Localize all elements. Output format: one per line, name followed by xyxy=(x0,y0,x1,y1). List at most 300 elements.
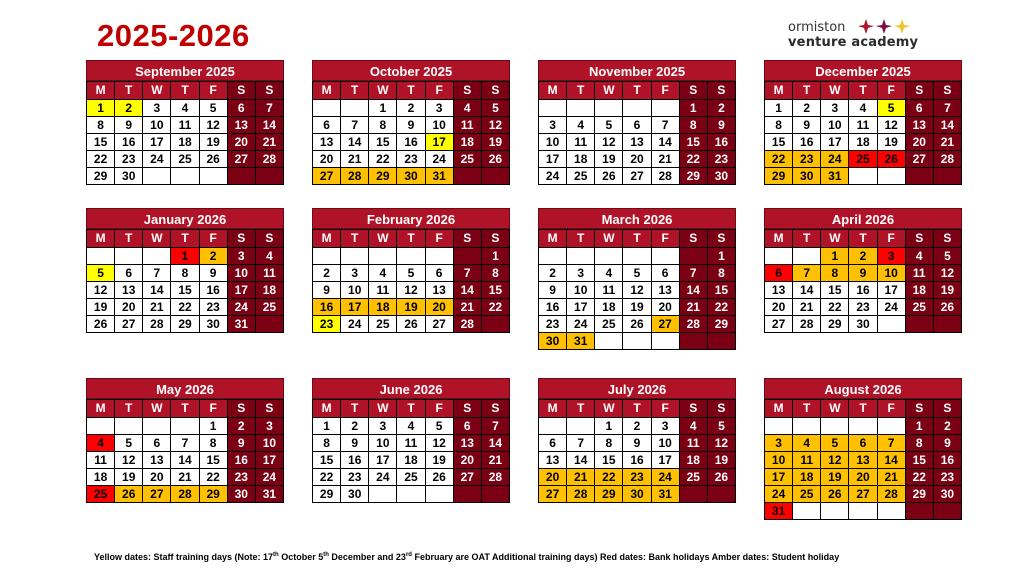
page-title: 2025-2026 xyxy=(97,18,250,53)
day-cell: 1 xyxy=(707,248,735,265)
day-cell: 27 xyxy=(651,316,679,333)
day-cell: 7 xyxy=(651,117,679,134)
day-cell: 27 xyxy=(539,486,567,503)
empty-cell xyxy=(933,316,961,333)
day-cell: 4 xyxy=(397,418,425,435)
weekday-header: F xyxy=(651,230,679,248)
day-cell: 30 xyxy=(341,486,369,503)
day-cell: 7 xyxy=(341,117,369,134)
day-cell: 13 xyxy=(765,282,793,299)
day-cell: 19 xyxy=(87,299,115,316)
day-cell: 21 xyxy=(341,151,369,168)
day-cell: 3 xyxy=(369,418,397,435)
empty-cell xyxy=(877,418,905,435)
day-cell: 5 xyxy=(821,435,849,452)
day-cell: 15 xyxy=(87,134,115,151)
day-cell: 20 xyxy=(623,151,651,168)
day-cell: 17 xyxy=(227,282,255,299)
weekday-header: S xyxy=(679,400,707,418)
academy-logo xyxy=(786,18,926,52)
weekday-header: M xyxy=(539,400,567,418)
day-cell: 19 xyxy=(933,282,961,299)
empty-cell xyxy=(87,418,115,435)
empty-cell xyxy=(453,248,481,265)
day-cell: 29 xyxy=(87,168,115,185)
day-cell: 21 xyxy=(171,469,199,486)
day-cell: 11 xyxy=(595,282,623,299)
day-cell: 18 xyxy=(567,151,595,168)
weekday-header: T xyxy=(849,400,877,418)
weekday-header: T xyxy=(171,230,199,248)
empty-cell xyxy=(425,486,453,503)
weekday-header: M xyxy=(313,400,341,418)
empty-cell xyxy=(905,503,933,520)
day-cell: 2 xyxy=(539,265,567,282)
day-cell: 1 xyxy=(369,100,397,117)
day-cell: 31 xyxy=(255,486,283,503)
day-cell: 9 xyxy=(933,435,961,452)
day-cell: 8 xyxy=(765,117,793,134)
empty-cell xyxy=(397,486,425,503)
month-calendar xyxy=(312,378,510,503)
month-days-table xyxy=(538,81,736,185)
day-cell: 3 xyxy=(765,435,793,452)
day-cell: 11 xyxy=(397,435,425,452)
day-cell: 28 xyxy=(793,316,821,333)
day-cell: 28 xyxy=(171,486,199,503)
day-cell: 5 xyxy=(115,435,143,452)
day-cell: 8 xyxy=(313,435,341,452)
empty-cell xyxy=(481,486,509,503)
day-cell: 20 xyxy=(143,469,171,486)
day-cell: 2 xyxy=(793,100,821,117)
empty-cell xyxy=(313,100,341,117)
day-cell: 8 xyxy=(171,265,199,282)
day-cell: 14 xyxy=(255,117,283,134)
empty-cell xyxy=(821,503,849,520)
day-cell: 22 xyxy=(765,151,793,168)
day-cell: 6 xyxy=(651,265,679,282)
day-cell: 28 xyxy=(341,168,369,185)
day-cell: 26 xyxy=(877,151,905,168)
day-cell: 30 xyxy=(115,168,143,185)
day-cell: 3 xyxy=(255,418,283,435)
day-cell: 20 xyxy=(227,134,255,151)
day-cell: 19 xyxy=(425,452,453,469)
day-cell: 21 xyxy=(877,469,905,486)
day-cell: 19 xyxy=(877,134,905,151)
weekday-header: M xyxy=(87,400,115,418)
day-cell: 21 xyxy=(255,134,283,151)
weekday-header: W xyxy=(143,230,171,248)
day-cell: 6 xyxy=(115,265,143,282)
day-cell: 11 xyxy=(171,117,199,134)
empty-cell xyxy=(115,418,143,435)
weekday-header: W xyxy=(143,400,171,418)
day-cell: 15 xyxy=(905,452,933,469)
day-cell: 27 xyxy=(623,168,651,185)
empty-cell xyxy=(595,333,623,350)
weekday-header: T xyxy=(623,400,651,418)
day-cell: 3 xyxy=(539,117,567,134)
day-cell: 6 xyxy=(765,265,793,282)
empty-cell xyxy=(793,418,821,435)
day-cell: 6 xyxy=(905,100,933,117)
weekday-header: S xyxy=(933,230,961,248)
day-cell: 8 xyxy=(679,117,707,134)
day-cell: 15 xyxy=(595,452,623,469)
empty-cell xyxy=(481,316,509,333)
day-cell: 31 xyxy=(765,503,793,520)
day-cell: 18 xyxy=(905,282,933,299)
day-cell: 5 xyxy=(481,100,509,117)
day-cell: 27 xyxy=(143,486,171,503)
empty-cell xyxy=(793,503,821,520)
day-cell: 19 xyxy=(623,299,651,316)
month-title: April 2026 xyxy=(764,208,962,229)
day-cell: 15 xyxy=(765,134,793,151)
day-cell: 20 xyxy=(313,151,341,168)
empty-cell xyxy=(539,100,567,117)
empty-cell xyxy=(425,248,453,265)
day-cell: 10 xyxy=(227,265,255,282)
day-cell: 15 xyxy=(481,282,509,299)
month-days-table xyxy=(764,229,962,333)
weekday-header: T xyxy=(849,230,877,248)
day-cell: 26 xyxy=(821,486,849,503)
weekday-header: M xyxy=(87,82,115,100)
day-cell: 9 xyxy=(623,435,651,452)
weekday-header: F xyxy=(199,400,227,418)
month-calendar xyxy=(538,208,736,350)
day-cell: 23 xyxy=(313,316,341,333)
empty-cell xyxy=(255,168,283,185)
day-cell: 14 xyxy=(341,134,369,151)
day-cell: 15 xyxy=(821,282,849,299)
empty-cell xyxy=(227,168,255,185)
weekday-header: M xyxy=(313,82,341,100)
day-cell: 26 xyxy=(425,469,453,486)
day-cell: 23 xyxy=(115,151,143,168)
empty-cell xyxy=(453,168,481,185)
day-cell: 27 xyxy=(453,469,481,486)
month-days-table xyxy=(538,229,736,350)
day-cell: 2 xyxy=(933,418,961,435)
month-calendar xyxy=(764,208,962,333)
month-title: February 2026 xyxy=(312,208,510,229)
day-cell: 30 xyxy=(199,316,227,333)
day-cell: 3 xyxy=(651,418,679,435)
weekday-header: S xyxy=(453,82,481,100)
day-cell: 25 xyxy=(171,151,199,168)
day-cell: 25 xyxy=(453,151,481,168)
day-cell: 19 xyxy=(707,452,735,469)
day-cell: 29 xyxy=(313,486,341,503)
day-cell: 16 xyxy=(397,134,425,151)
day-cell: 25 xyxy=(369,316,397,333)
day-cell: 18 xyxy=(255,282,283,299)
day-cell: 4 xyxy=(905,248,933,265)
weekday-header: S xyxy=(255,400,283,418)
weekday-header: M xyxy=(765,400,793,418)
day-cell: 17 xyxy=(143,134,171,151)
empty-cell xyxy=(877,168,905,185)
empty-cell xyxy=(707,333,735,350)
day-cell: 1 xyxy=(171,248,199,265)
day-cell: 19 xyxy=(481,134,509,151)
day-cell: 24 xyxy=(567,316,595,333)
day-cell: 26 xyxy=(397,316,425,333)
day-cell: 26 xyxy=(707,469,735,486)
day-cell: 11 xyxy=(679,435,707,452)
day-cell: 26 xyxy=(115,486,143,503)
day-cell: 6 xyxy=(227,100,255,117)
weekday-header: T xyxy=(397,400,425,418)
weekday-header: M xyxy=(87,230,115,248)
day-cell: 10 xyxy=(567,282,595,299)
day-cell: 23 xyxy=(707,151,735,168)
day-cell: 16 xyxy=(933,452,961,469)
day-cell: 9 xyxy=(397,117,425,134)
day-cell: 23 xyxy=(199,299,227,316)
day-cell: 30 xyxy=(707,168,735,185)
weekday-header: S xyxy=(453,230,481,248)
empty-cell xyxy=(623,248,651,265)
empty-cell xyxy=(341,248,369,265)
day-cell: 14 xyxy=(171,452,199,469)
month-days-table xyxy=(538,399,736,503)
empty-cell xyxy=(115,248,143,265)
day-cell: 9 xyxy=(793,117,821,134)
weekday-header: S xyxy=(227,400,255,418)
empty-cell xyxy=(821,418,849,435)
weekday-header: S xyxy=(707,82,735,100)
day-cell: 4 xyxy=(453,100,481,117)
day-cell: 13 xyxy=(453,435,481,452)
weekday-header: T xyxy=(341,230,369,248)
empty-cell xyxy=(623,100,651,117)
day-cell: 3 xyxy=(425,100,453,117)
day-cell: 2 xyxy=(623,418,651,435)
day-cell: 27 xyxy=(905,151,933,168)
day-cell: 1 xyxy=(679,100,707,117)
day-cell: 27 xyxy=(765,316,793,333)
weekday-header: S xyxy=(707,400,735,418)
empty-cell xyxy=(679,333,707,350)
day-cell: 8 xyxy=(595,435,623,452)
day-cell: 22 xyxy=(199,469,227,486)
weekday-header: S xyxy=(227,82,255,100)
day-cell: 15 xyxy=(313,452,341,469)
empty-cell xyxy=(651,333,679,350)
day-cell: 4 xyxy=(369,265,397,282)
empty-cell xyxy=(369,248,397,265)
day-cell: 29 xyxy=(765,168,793,185)
weekday-header: S xyxy=(933,82,961,100)
day-cell: 28 xyxy=(877,486,905,503)
day-cell: 16 xyxy=(341,452,369,469)
empty-cell xyxy=(539,418,567,435)
weekday-header: S xyxy=(255,82,283,100)
day-cell: 18 xyxy=(849,134,877,151)
weekday-header: F xyxy=(425,400,453,418)
day-cell: 12 xyxy=(821,452,849,469)
month-calendar xyxy=(312,208,510,333)
day-cell: 14 xyxy=(567,452,595,469)
day-cell: 24 xyxy=(255,469,283,486)
day-cell: 26 xyxy=(933,299,961,316)
day-cell: 3 xyxy=(227,248,255,265)
day-cell: 11 xyxy=(905,265,933,282)
day-cell: 7 xyxy=(255,100,283,117)
month-calendar xyxy=(312,60,510,185)
weekday-header: T xyxy=(849,82,877,100)
day-cell: 31 xyxy=(567,333,595,350)
day-cell: 5 xyxy=(877,100,905,117)
day-cell: 20 xyxy=(849,469,877,486)
day-cell: 2 xyxy=(227,418,255,435)
day-cell: 25 xyxy=(87,486,115,503)
day-cell: 17 xyxy=(877,282,905,299)
month-days-table xyxy=(312,229,510,333)
empty-cell xyxy=(143,168,171,185)
day-cell: 21 xyxy=(567,469,595,486)
day-cell: 22 xyxy=(481,299,509,316)
day-cell: 1 xyxy=(821,248,849,265)
day-cell: 24 xyxy=(539,168,567,185)
day-cell: 16 xyxy=(707,134,735,151)
day-cell: 6 xyxy=(313,117,341,134)
day-cell: 8 xyxy=(369,117,397,134)
weekday-header: W xyxy=(143,82,171,100)
day-cell: 21 xyxy=(793,299,821,316)
day-cell: 8 xyxy=(905,435,933,452)
day-cell: 29 xyxy=(595,486,623,503)
day-cell: 23 xyxy=(623,469,651,486)
day-cell: 9 xyxy=(199,265,227,282)
day-cell: 27 xyxy=(227,151,255,168)
day-cell: 30 xyxy=(623,486,651,503)
day-cell: 16 xyxy=(199,282,227,299)
day-cell: 10 xyxy=(821,117,849,134)
weekday-header: W xyxy=(821,400,849,418)
day-cell: 13 xyxy=(905,117,933,134)
weekday-header: T xyxy=(567,230,595,248)
day-cell: 23 xyxy=(341,469,369,486)
day-cell: 25 xyxy=(849,151,877,168)
weekday-header: T xyxy=(397,82,425,100)
day-cell: 10 xyxy=(765,452,793,469)
day-cell: 15 xyxy=(199,452,227,469)
day-cell: 11 xyxy=(849,117,877,134)
day-cell: 31 xyxy=(425,168,453,185)
day-cell: 19 xyxy=(595,151,623,168)
day-cell: 11 xyxy=(567,134,595,151)
day-cell: 21 xyxy=(933,134,961,151)
weekday-header: F xyxy=(877,230,905,248)
day-cell: 2 xyxy=(397,100,425,117)
month-calendar xyxy=(538,378,736,503)
day-cell: 9 xyxy=(539,282,567,299)
day-cell: 30 xyxy=(793,168,821,185)
day-cell: 27 xyxy=(115,316,143,333)
empty-cell xyxy=(567,100,595,117)
day-cell: 14 xyxy=(453,282,481,299)
month-days-table xyxy=(86,81,284,185)
day-cell: 13 xyxy=(227,117,255,134)
weekday-header: W xyxy=(595,82,623,100)
day-cell: 29 xyxy=(905,486,933,503)
day-cell: 18 xyxy=(793,469,821,486)
day-cell: 18 xyxy=(679,452,707,469)
day-cell: 22 xyxy=(821,299,849,316)
weekday-header: S xyxy=(255,230,283,248)
day-cell: 19 xyxy=(199,134,227,151)
weekday-header: W xyxy=(821,230,849,248)
day-cell: 30 xyxy=(539,333,567,350)
day-cell: 15 xyxy=(679,134,707,151)
weekday-header: S xyxy=(905,230,933,248)
day-cell: 24 xyxy=(227,299,255,316)
day-cell: 11 xyxy=(255,265,283,282)
day-cell: 28 xyxy=(143,316,171,333)
day-cell: 17 xyxy=(539,151,567,168)
empty-cell xyxy=(171,418,199,435)
weekday-header: F xyxy=(651,82,679,100)
day-cell: 26 xyxy=(87,316,115,333)
day-cell: 28 xyxy=(255,151,283,168)
weekday-header: F xyxy=(199,82,227,100)
day-cell: 13 xyxy=(313,134,341,151)
day-cell: 30 xyxy=(397,168,425,185)
day-cell: 17 xyxy=(651,452,679,469)
day-cell: 25 xyxy=(595,316,623,333)
empty-cell xyxy=(567,248,595,265)
day-cell: 12 xyxy=(595,134,623,151)
empty-cell xyxy=(679,248,707,265)
day-cell: 14 xyxy=(481,435,509,452)
day-cell: 10 xyxy=(425,117,453,134)
day-cell: 23 xyxy=(227,469,255,486)
day-cell: 2 xyxy=(341,418,369,435)
weekday-header: T xyxy=(171,400,199,418)
empty-cell xyxy=(877,316,905,333)
day-cell: 6 xyxy=(539,435,567,452)
day-cell: 20 xyxy=(539,469,567,486)
day-cell: 7 xyxy=(567,435,595,452)
empty-cell xyxy=(765,418,793,435)
weekday-header: T xyxy=(567,82,595,100)
day-cell: 17 xyxy=(425,134,453,151)
logo-line2: venture academy xyxy=(788,35,919,50)
day-cell: 3 xyxy=(877,248,905,265)
day-cell: 1 xyxy=(87,100,115,117)
day-cell: 30 xyxy=(849,316,877,333)
day-cell: 6 xyxy=(623,117,651,134)
weekday-header: S xyxy=(905,82,933,100)
empty-cell xyxy=(255,316,283,333)
day-cell: 22 xyxy=(171,299,199,316)
day-cell: 24 xyxy=(341,316,369,333)
day-cell: 29 xyxy=(707,316,735,333)
day-cell: 31 xyxy=(821,168,849,185)
empty-cell xyxy=(397,248,425,265)
month-days-table xyxy=(312,399,510,503)
day-cell: 29 xyxy=(369,168,397,185)
day-cell: 18 xyxy=(87,469,115,486)
day-cell: 29 xyxy=(679,168,707,185)
day-cell: 22 xyxy=(905,469,933,486)
